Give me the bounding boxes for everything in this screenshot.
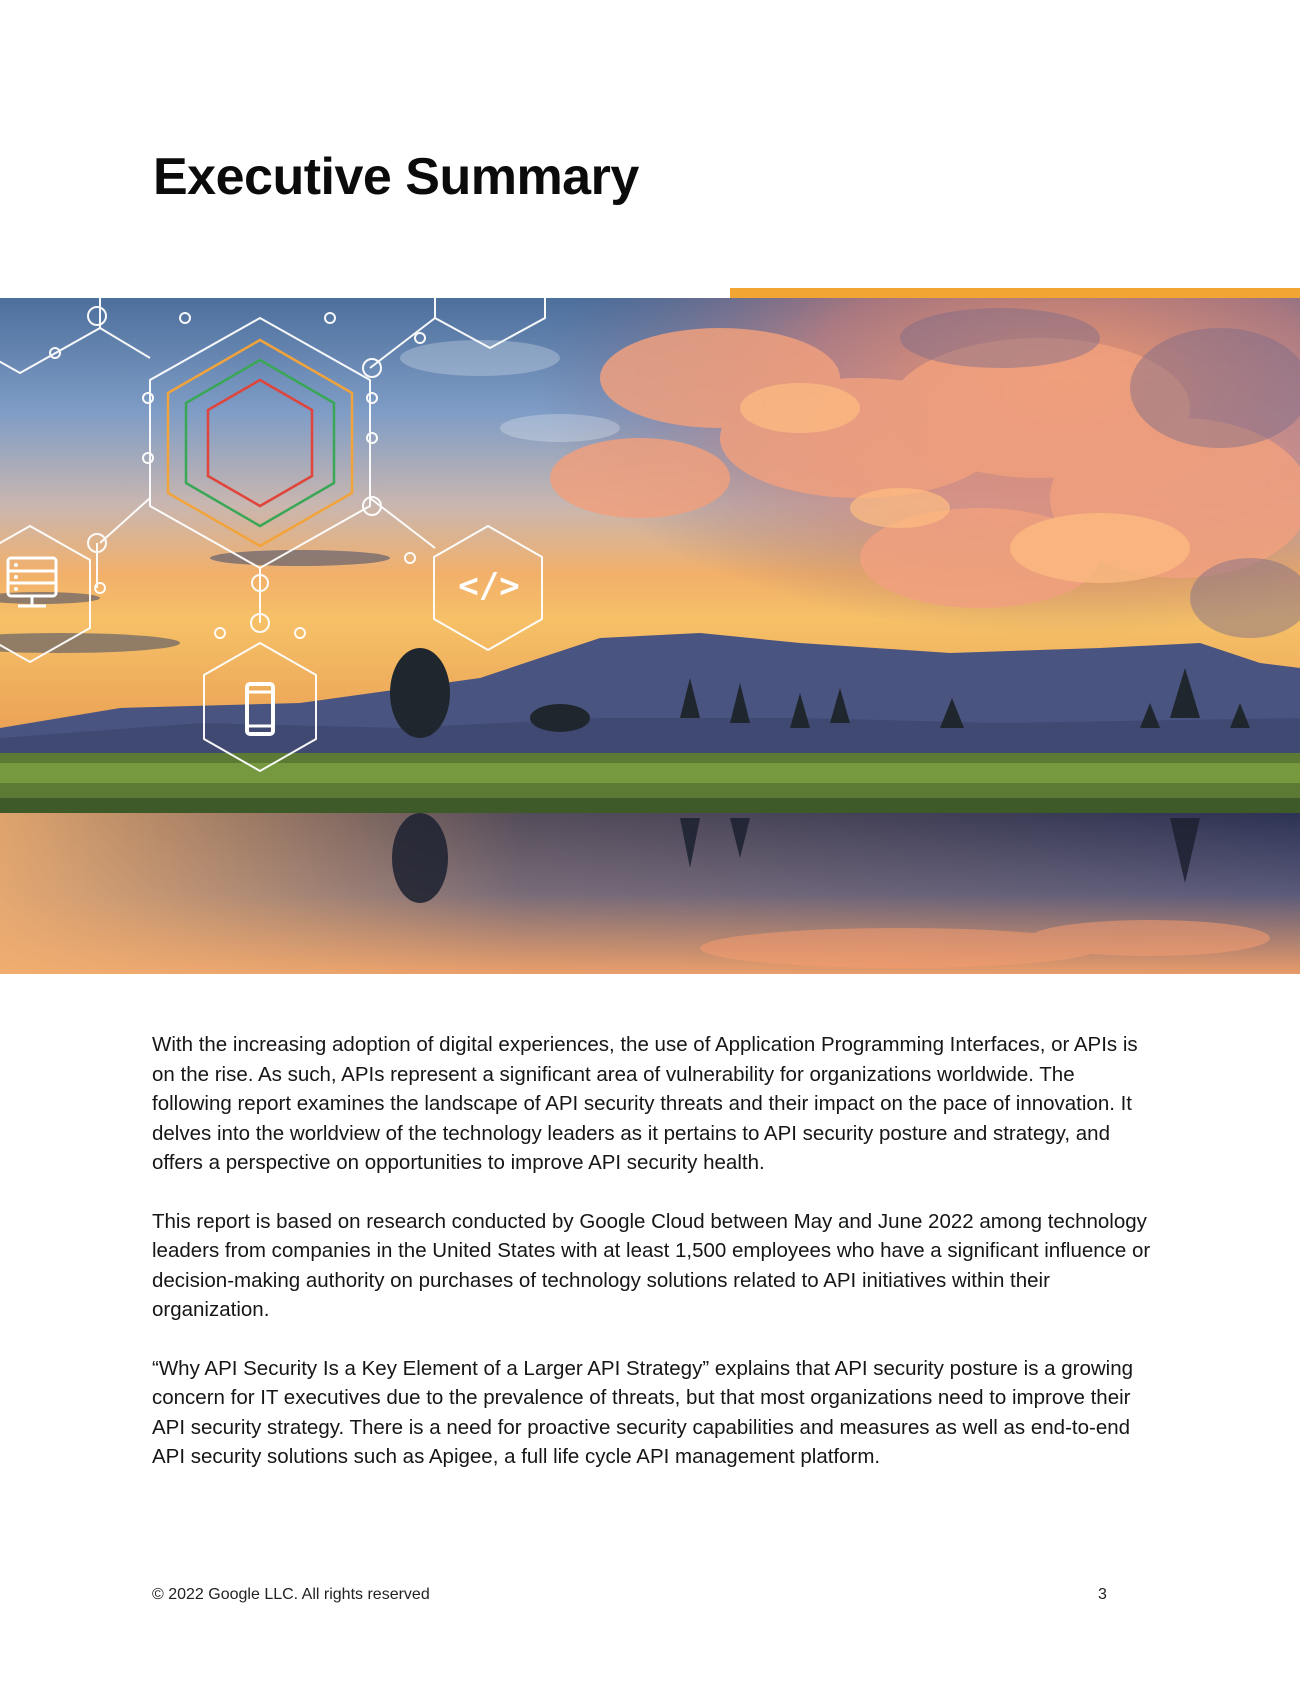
page-number: 3 — [1098, 1586, 1107, 1603]
hero-image — [0, 298, 1300, 974]
body-text — [152, 1030, 1152, 1501]
page-title: Executive Summary — [153, 148, 639, 206]
paragraph-strategy: “Why API Security Is a Key Element of a Larger API Strategy” explains that API security posture is a growing concern for IT executives due to the prevalence of threats, but that most organizations need to improve their API security strategy. There is a need for proactive security capabilities and measures as well as end-to-end API security solutions such as Apigee, a full life cycle API management platform. — [152, 1356, 1134, 1468]
mobile-phone-icon — [244, 682, 276, 736]
code-icon: </> — [458, 566, 520, 606]
paragraph-methodology: This report is based on research conducted by Google Cloud between May and June 2022 among technology leaders from companies in the United States with at least 1,500 employees who have a significant influence or decision-making authority on purchases of technology solutions related to API initiatives within their organization. — [152, 1209, 1151, 1321]
server-icon — [6, 556, 58, 612]
footer-copyright: © 2022 Google LLC. All rights reserved — [152, 1586, 430, 1603]
paragraph-intro: With the increasing adoption of digital experiences, the use of Application Programming Interfaces, or APIs is on the rise. As such, APIs represent a significant area of vulnerability for organizations worldwide. The following report examines the landscape of API security threats and their impact on the pace of innovation. It delves into the worldview of the technology leaders as it pertains to API security posture and strategy, and offers a perspective on opportunities to improve API security health. — [152, 1033, 1138, 1174]
